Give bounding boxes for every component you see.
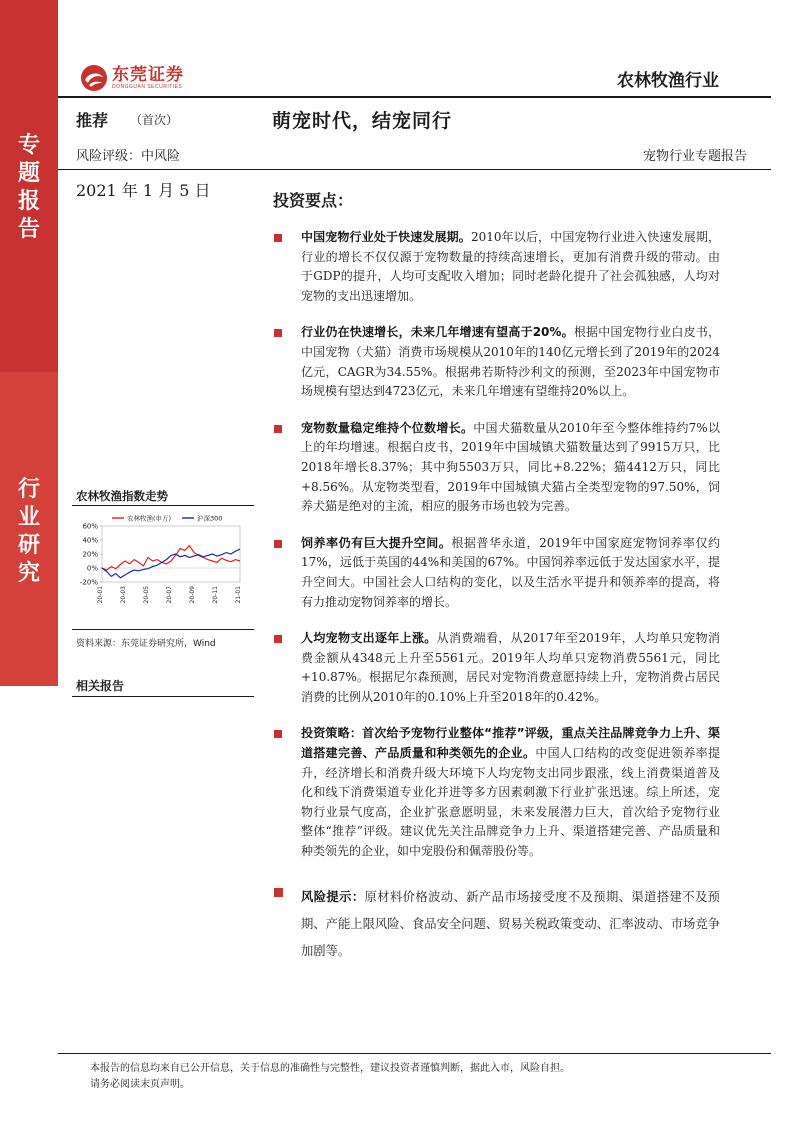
chart-canvas [72, 510, 254, 614]
disclaimer-line: 请务必阅读末页声明。 [90, 1079, 190, 1090]
related-reports-heading: 相关报告 [76, 679, 125, 693]
bullet-item [274, 323, 720, 401]
subheader-divider [58, 169, 771, 170]
bullet-item [274, 629, 720, 707]
y-tick-label: 40% [82, 536, 98, 545]
related-reports-rule [72, 696, 254, 697]
bullet-item [274, 419, 720, 517]
report-title: 萌宠时代，结宠同行 [272, 110, 453, 132]
bullet-item [274, 534, 720, 612]
risk-rating: 风险评级：中风险 [76, 149, 181, 164]
y-tick-label: 20% [82, 550, 98, 559]
bullet-square-icon [274, 540, 282, 548]
bullet-lead: 行业仍在快速增长，未来几年增速有望高于20%。 [301, 325, 574, 340]
x-tick-label: 20-11 [212, 586, 219, 604]
disclaimer-line: 本报告的信息均来自已公开信息，关于信息的准确性与完整性，建议投资者谨慎判断，据此入市，风险自担。 [90, 1063, 570, 1074]
series-line [102, 546, 240, 571]
bullet-lead: 风险提示： [301, 889, 365, 904]
footer-disclaimer [90, 1061, 570, 1093]
bullet-lead: 饲养率仍有巨大提升空间。 [301, 535, 452, 550]
bullet-square-icon [274, 888, 283, 897]
y-tick-label: 0% [86, 564, 98, 573]
logo-emblem-icon [80, 64, 108, 92]
legend-label: 沪深300 [197, 514, 223, 523]
x-tick-label: 20-01 [97, 586, 104, 604]
chart-title: 农林牧渔指数走势 [76, 489, 168, 503]
bullet-item [274, 228, 720, 306]
x-tick-label: 20-03 [120, 586, 127, 604]
legend-label: 农林牧渔(申万) [127, 514, 172, 523]
report-date: 2021 年 1 月 5 日 [76, 181, 211, 200]
index-trend-chart [72, 510, 254, 614]
plot-frame [102, 526, 240, 582]
company-logo [80, 60, 184, 96]
industry-label: 农林牧渔行业 [617, 71, 719, 91]
chart-source: 资料来源：东莞证券研究所，Wind [76, 639, 216, 649]
logo-name-en: DONGGUAN SECURITIES [112, 83, 183, 90]
bullet-text: 中国犬猫数量从2010年至今整体维持约7%以上的年均增速。根据白皮书，2019年中国城镇犬猫数量达到了9915万只，比2018年增长8.37%；其中狗5503万只，同比+8.22%；猫4412万只，同比+8.56%。从宠物类型看，2019年中国城镇犬猫占全类型宠物的97.50%，饲养犬猫是绝对的主流，相应的服务市场也较为完善。 [301, 420, 720, 514]
investment-highlights [274, 228, 720, 965]
bullet-lead: 宠物数量稳定维持个位数增长。 [301, 420, 474, 435]
bullet-square-icon [274, 329, 282, 337]
bullet-square-icon [274, 635, 282, 643]
y-tick-label: -20% [79, 578, 98, 587]
bullet-text: 根据普华永道，2019年中国家庭宠物饲养率仅约17%，远低于英国的44%和美国的67%。中国饲养率远低于发达国家水平，提升空间大。中国社会人口结构的变化，以及生活水平提升和领养率的提高，将有力推动宠物饲养率的增长。 [301, 535, 720, 609]
bullet-text: 原材料价格波动、新产品市场接受度不及预期、渠道搭建不及预期、产能上限风险、食品安全问题、贸易关税政策变动、汇率波动、市场竞争加剧等。 [301, 889, 720, 958]
bullet-text: 根据中国宠物行业白皮书，中国宠物（犬猫）消费市场规模从2010年的140亿元增长到了2019年的2024亿元，CAGR为34.55%。根据弗若斯特沙利文的预测，至2023年中国宠物市场规模有望达到4723亿元，未来几年增速有望维持20%以上。 [301, 325, 720, 399]
y-tick-label: 60% [82, 522, 98, 531]
bullet-item [274, 724, 720, 861]
x-tick-label: 20-07 [166, 586, 173, 604]
x-tick-label: 20-05 [143, 586, 150, 604]
x-tick-label: 21-01 [235, 586, 242, 604]
report-type: 宠物行业专题报告 [642, 149, 747, 164]
bullet-item-risk [274, 884, 720, 965]
side-label-special-report: 专 题 报 告 [17, 133, 40, 242]
bullet-square-icon [274, 234, 282, 242]
x-tick-label: 20-09 [189, 586, 196, 604]
footer-divider [58, 1053, 771, 1054]
bullet-lead: 中国宠物行业处于快速发展期。 [301, 230, 471, 244]
bullet-text: 从消费端看，从2017年至2019年，人均单只宠物消费金额从4348元上升至5561元。2019年人均单只宠物消费5561元，同比+10.87%。根据尼尔森预测，居民对宠物消费意愿持续上升，宠物消费占居民消费的比例从2010年的0.10%上升至2018年的0.42%。 [301, 631, 720, 704]
bullet-square-icon [274, 425, 282, 433]
bullet-text: 中国人口结构的改变促进领养率提升，经济增长和消费升级大环境下人均宠物支出同步跟涨，线上消费渠道普及化和线下消费渠道专业化并进等多方因素刺激下行业扩张迅速。综上所述，宠物行业景气度高，企业扩张意愿明显，未来发展潜力巨大，首次给予宠物行业整体“推荐”评级。建议优先关注品牌竞争力上升、渠道搭建完善、产品质量和种类领先的企业，如中宠股份和佩蒂股份等。 [301, 746, 720, 859]
investment-highlights-heading: 投资要点： [273, 191, 354, 210]
bullet-square-icon [274, 730, 282, 738]
rating-note: （首次） [130, 113, 179, 127]
side-label-industry-research: 行 业 研 究 [17, 477, 40, 586]
logo-name: 东莞证券 [112, 64, 184, 85]
chart-top-rule [72, 505, 254, 506]
chart-bottom-rule [72, 629, 254, 630]
bullet-lead: 人均宠物支出逐年上涨。 [301, 631, 437, 646]
header-divider [58, 96, 771, 98]
rating: 推荐 [76, 111, 109, 130]
bullet-text: 2010年以后，中国宠物行业进入快速发展期，行业的增长不仅仅源于宠物数量的持续高速增长，更加有消费升级的带动。由于GDP的提升，人均可支配收入增加；同时老龄化提升了社会孤独感，人均对宠物的支出迅速增加。 [301, 230, 720, 303]
bullet-lead: 投资策略：首次给予宠物行业整体“推荐”评级，重点关注品牌竞争力上升、渠道搭建完善、产品质量和种类领先的企业。 [301, 726, 720, 761]
